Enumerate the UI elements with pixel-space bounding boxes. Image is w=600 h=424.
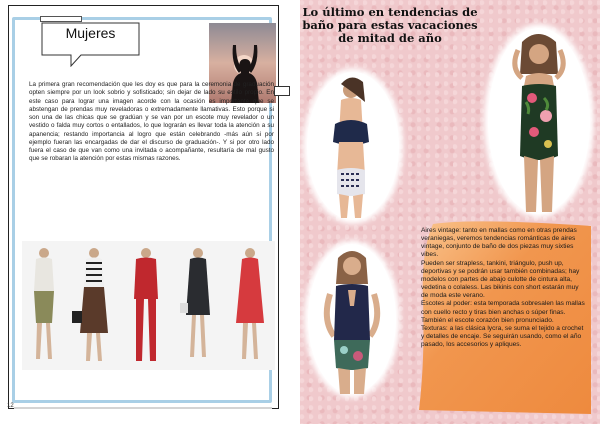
bottom-ruler <box>14 407 272 409</box>
photo-bikini-frame <box>307 72 399 220</box>
paragraph-text: La primera gran recomendación que les doy es que para la ceremonia de graduación opten siempre por un look sobrio y sofisticado; sin dejar de lado su estilo propio. En este caso para lograr una imagen acorde con la ocasión es importante que se abstengan de prendas muy reveladoras o extremadamente llamativas. Esto porque si son una de las chicas que se gradúan y se van por un escote muy revelador o un vestido o falda muy cortos o entallados, lo que lograrán es llevar toda la atención a su apanencia; restando importancia al logro que están celebrando -más aún si por ejemplo fueran las encargadas de dar el discurso de graduación-. Y si por otro lado fuera el caso de que van como una invitada o acompañante, resultaría de mal gusto que se robaran la atención por estas mismas razones. <box>29 81 274 163</box>
trend-paragraph-textures: Texturas: a las clásica lycra, se suma el tejido a crochet y detalles de encaje. Se seguirán usando, como el año pasado, los accesorios y apliques. <box>421 324 584 349</box>
photo-floral-swimsuit-frame <box>488 28 590 214</box>
photo-navy-swimsuit-frame <box>308 244 396 394</box>
body-paragraph <box>29 81 274 164</box>
page-number: 12 <box>7 403 14 409</box>
swimwear-trends-text <box>421 227 587 349</box>
fashion-photo-strip <box>22 241 275 370</box>
trend-paragraph-vintage: Aires vintage: tanto en mallas como en otras prendas veraniegas, veremos tendencias románticas de aires vintage, conjunto de baño de dos piezas muy sixties vibes. <box>421 227 577 259</box>
article-title: Lo último en tendencias de baño para estas vacaciones de mitad de año <box>302 5 478 45</box>
trend-paragraph-styles: Pueden ser strapless, tankini, triángulo, push up, deportivas y se podrán usar también combinadas; hay modelos con partes de abajo culotte de cintura alta, vedetina o colaless. Las bikinis con short estarán muy de moda este verano. <box>421 259 580 300</box>
resize-handle[interactable] <box>274 86 290 96</box>
page-title: Mujeres <box>65 25 116 41</box>
trend-paragraph-necklines: Escotes al poder: esta temporada sobresalen las mallas con cuello recto y tiras bien anchas o súper finas. También el escote corazón bien pronunciado. <box>421 300 585 324</box>
